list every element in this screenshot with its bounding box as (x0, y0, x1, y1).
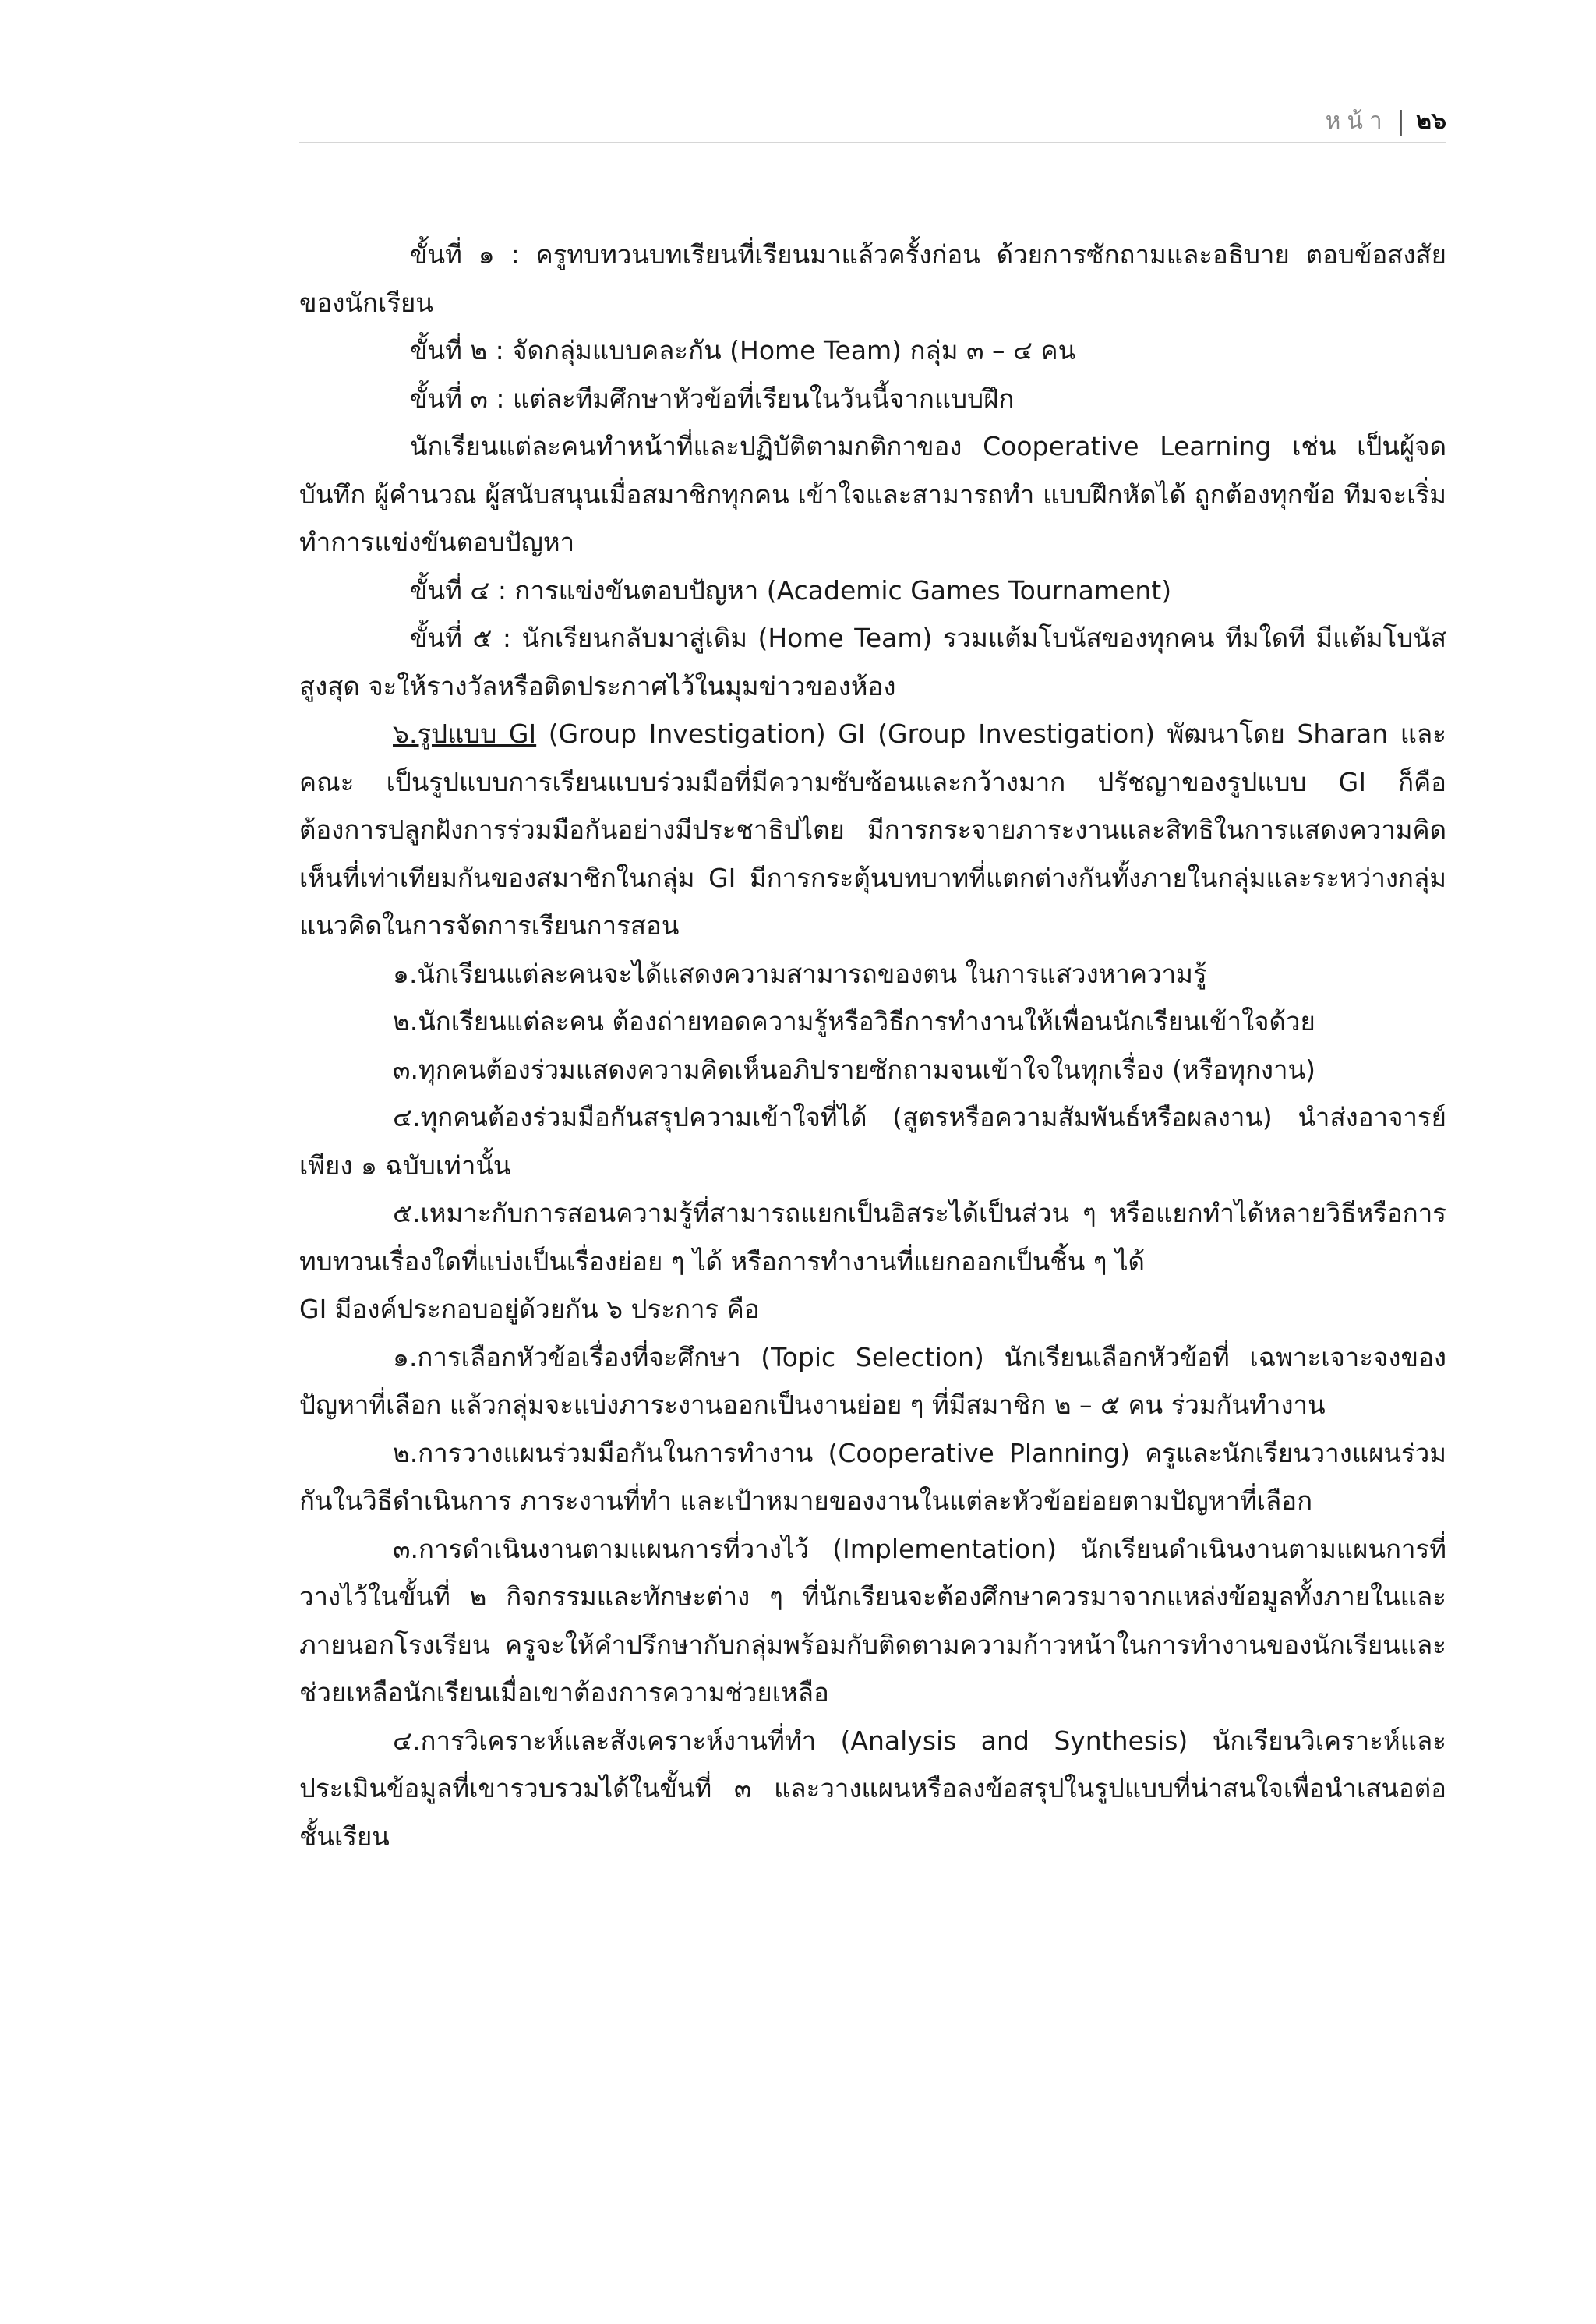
document-body (299, 231, 1446, 1860)
page-number: ๒๖ (1416, 108, 1446, 135)
concept-item: ๑.นักเรียนแต่ละคนจะได้แสดงความสามารถของตน ในการแสวงหาความรู้ (393, 958, 1207, 989)
page-separator: | (1396, 105, 1406, 137)
step-1-paragraph: ขั้นที่ ๑ : ครูทบทวนบทเรียนที่เรียนมาแล้วครั้งก่อน ด้วยการซักถามและอธิบาย ตอบข้อสงสัยของนักเรียน (299, 239, 1446, 318)
component-item: ๔.การวิเคราะห์และสังเคราะห์งานที่ทำ (Analysis and Synthesis) นักเรียนวิเคราะห์และประเมินข้อมูลที่เขารวบรวมได้ในขั้นที่ ๓ และวางแผนหรือลงข้อสรุปในรูปแบบที่น่าสนใจเพื่อนำเสนอต่อชั้นเรียน (299, 1725, 1446, 1852)
gi-heading: ๖.รูปแบบ GI (393, 719, 537, 749)
page-label: หน้า (1325, 108, 1389, 135)
page-header (299, 92, 1446, 143)
component-item: ๒.การวางแผนร่วมมือกันในการทำงาน (Cooperative Planning) ครูและนักเรียนวางแผนร่วมกันในวิธีดำเนินการ ภาระงานที่ทำ และเป้าหมายของงานในแต่ละหัวข้อย่อยตามปัญหาที่เลือก (299, 1437, 1446, 1516)
concept-item: ๒.นักเรียนแต่ละคน ต้องถ่ายทอดความรู้หรือวิธีการทำงานให้เพื่อนนักเรียนเข้าใจด้วย (393, 1006, 1315, 1037)
concept-item: ๕.เหมาะกับการสอนความรู้ที่สามารถแยกเป็นอิสระได้เป็นส่วน ๆ หรือแยกทำได้หลายวิธีหรือการทบทวนเรื่องใดที่แบ่งเป็นเรื่องย่อย ๆ ได้ หรือการทำงานที่แยกออกเป็นชิ้น ๆ ได้ (299, 1198, 1446, 1277)
page-indicator (1326, 103, 1446, 140)
step-3-paragraph: ขั้นที่ ๓ : แต่ละทีมศึกษาหัวข้อที่เรียนในวันนี้จากแบบฝึก (410, 383, 1015, 414)
student-roles-paragraph: นักเรียนแต่ละคนทำหน้าที่และปฏิบัติตามกติกาของ Cooperative Learning เช่น เป็นผู้จดบันทึก ผู้คำนวณ ผู้สนับสนุนเมื่อสมาชิกทุกคน เข้าใจและสามารถทำ แบบฝึกหัดได้ ถูกต้องทุกข้อ ทีมจะเริ่มทำการแข่งขันตอบปัญหา (299, 431, 1446, 557)
components-intro: GI มีองค์ประกอบอยู่ด้วยกัน ๖ ประการ คือ (299, 1294, 760, 1324)
step-2-paragraph: ขั้นที่ ๒ : จัดกลุ่มแบบคละกัน (Home Team) กลุ่ม ๓ – ๔ คน (410, 335, 1076, 366)
step-5-paragraph: ขั้นที่ ๕ : นักเรียนกลับมาสู่เดิม (Home Team) รวมแต้มโบนัสของทุกคน ทีมใดที มีแต้มโบนัสสูงสุด จะให้รางวัลหรือติดประกาศไว้ในมุมข่าวของห้อง (299, 623, 1446, 701)
concept-item: ๔.ทุกคนต้องร่วมมือกันสรุปความเข้าใจที่ได้ (สูตรหรือความสัมพันธ์หรือผลงาน) นำส่งอาจารย์เพียง ๑ ฉบับเท่านั้น (299, 1102, 1446, 1181)
gi-intro-text: (Group Investigation) GI (Group Investigation) พัฒนาโดย Sharan และคณะ เป็นรูปแบบการเรียนแบบร่วมมือที่มีความซับซ้อนและกว้างมาก ปรัชญาของรูปแบบ GI ก็คือ ต้องการปลูกฝังการร่วมมือกันอย่างมีประชาธิปไตย มีการกระจายภาระงานและสิทธิในการแสดงความคิดเห็นที่เท่าเทียมกันของสมาชิกในกลุ่ม GI มีการกระตุ้นบทบาทที่แตกต่างกันทั้งภายในกลุ่มและระหว่างกลุ่ม แนวคิดในการจัดการเรียนการสอน (299, 719, 1446, 941)
step-4-paragraph: ขั้นที่ ๔ : การแข่งขันตอบปัญหา (Academic Games Tournament) (410, 574, 1172, 606)
gi-intro-paragraph (299, 710, 1446, 950)
concept-item: ๓.ทุกคนต้องร่วมแสดงความคิดเห็นอภิปรายซักถามจนเข้าใจในทุกเรื่อง (หรือทุกงาน) (393, 1054, 1316, 1085)
component-item: ๑.การเลือกหัวข้อเรื่องที่จะศึกษา (Topic Selection) นักเรียนเลือกหัวข้อที่ เฉพาะเจาะจงของปัญหาที่เลือก แล้วกลุ่มจะแบ่งภาระงานออกเป็นงานย่อย ๆ ที่มีสมาชิก ๒ – ๕ คน ร่วมกันทำงาน (299, 1341, 1446, 1420)
component-item: ๓.การดำเนินงานตามแผนการที่วางไว้ (Implementation) นักเรียนดำเนินงานตามแผนการที่วางไว้ในขั้นที่ ๒ กิจกรรมและทักษะต่าง ๆ ที่นักเรียนจะต้องศึกษาควรมาจากแหล่งข้อมูลทั้งภายในและภายนอกโรงเรียน ครูจะให้คำปรึกษากับกลุ่มพร้อมกับติดตามความก้าวหน้าในการทำงานของนักเรียนและช่วยเหลือนักเรียนเมื่อเขาต้องการความช่วยเหลือ (299, 1533, 1446, 1708)
